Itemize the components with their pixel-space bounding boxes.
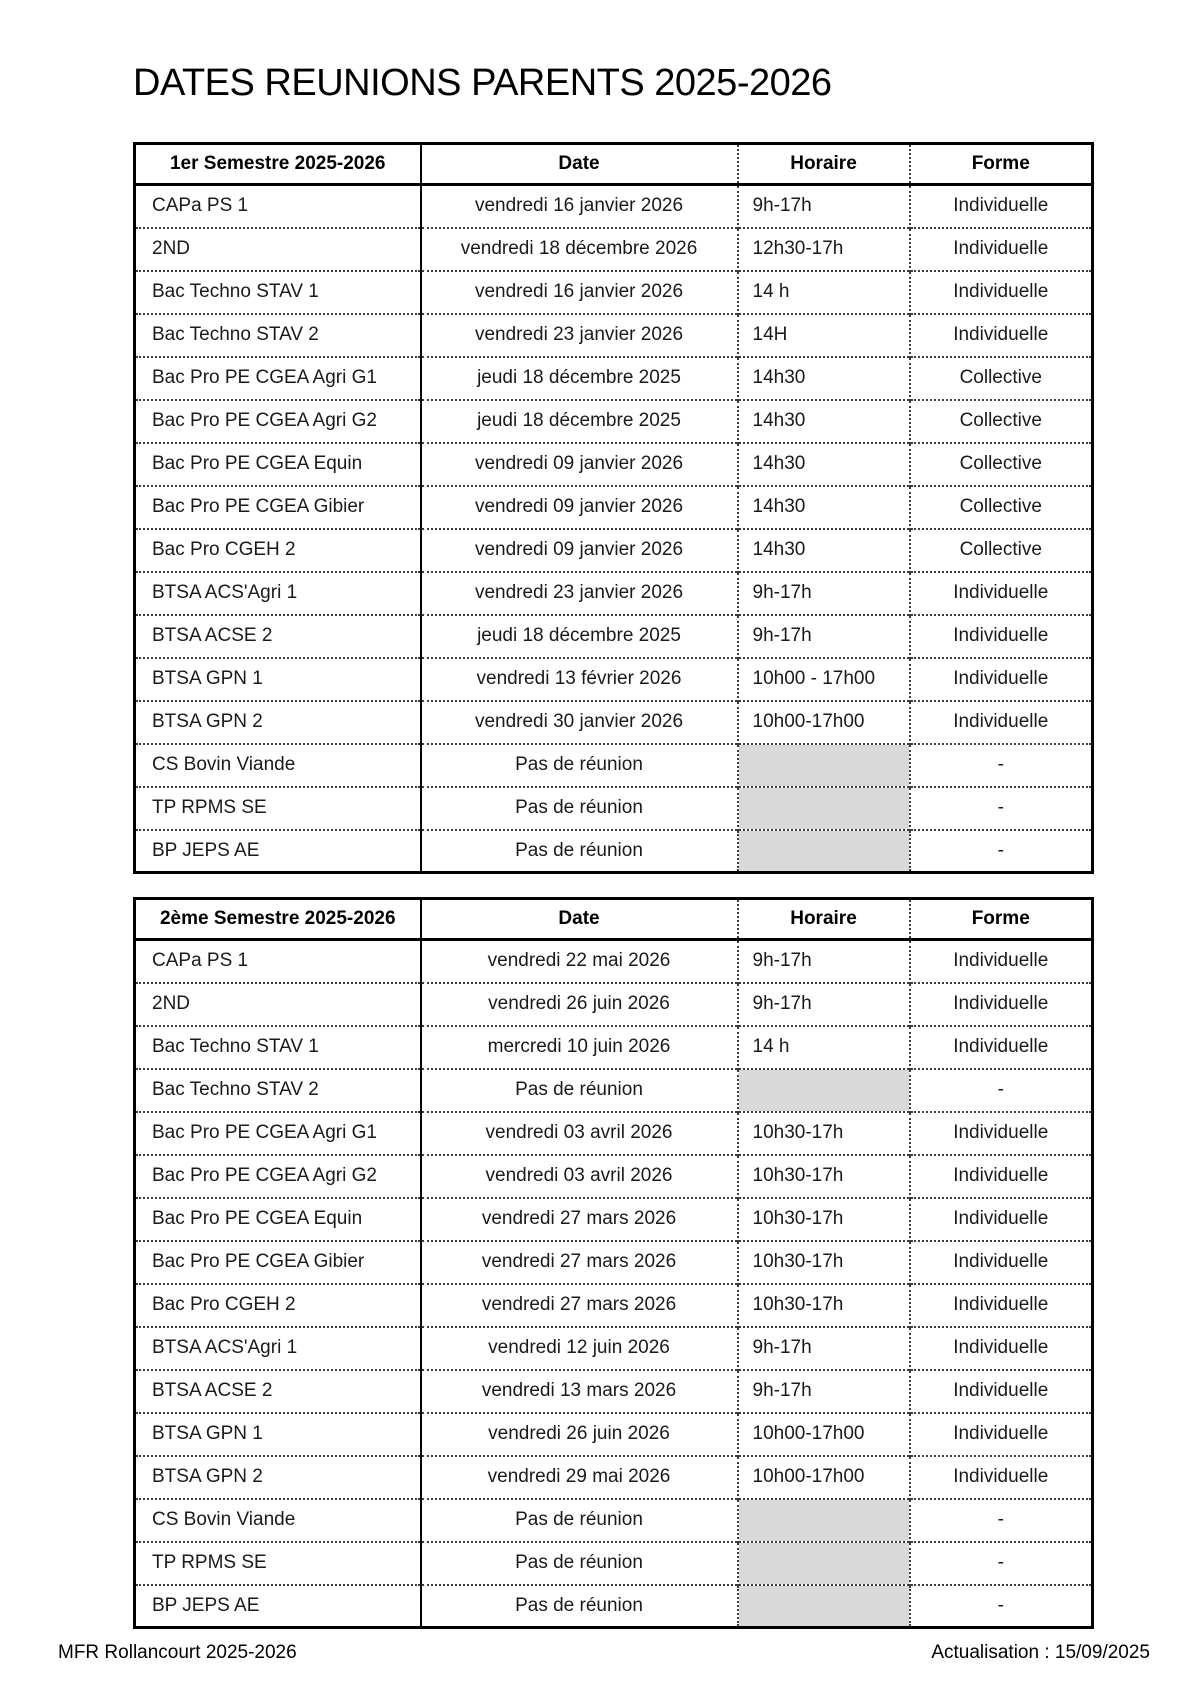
table-row (135, 486, 1093, 529)
date-cell: vendredi 27 mars 2026 (421, 1241, 738, 1284)
forme-cell: Individuelle (910, 1456, 1093, 1499)
horaire-cell: 14h30 (738, 486, 910, 529)
class-cell: BTSA ACS'Agri 1 (135, 1327, 421, 1370)
class-cell: CS Bovin Viande (135, 744, 421, 787)
class-cell: Bac Techno STAV 2 (135, 1069, 421, 1112)
date-cell: vendredi 09 janvier 2026 (421, 443, 738, 486)
table-row (135, 615, 1093, 658)
table-row (135, 443, 1093, 486)
horaire-cell: 14h30 (738, 443, 910, 486)
forme-cell: Individuelle (910, 314, 1093, 357)
class-cell: Bac Techno STAV 1 (135, 271, 421, 314)
horaire-cell: 10h30-17h (738, 1241, 910, 1284)
table-row (135, 1370, 1093, 1413)
forme-cell: - (910, 1499, 1093, 1542)
date-cell: vendredi 09 janvier 2026 (421, 486, 738, 529)
horaire-cell: 9h-17h (738, 572, 910, 615)
horaire-cell: 14h30 (738, 400, 910, 443)
class-cell: Bac Pro PE CGEA Equin (135, 443, 421, 486)
table-row (135, 228, 1093, 271)
class-cell: BTSA ACS'Agri 1 (135, 572, 421, 615)
table-row (135, 1585, 1093, 1628)
col-header-horaire: Horaire (738, 144, 910, 185)
horaire-cell: 14H (738, 314, 910, 357)
footer-school-label: MFR Rollancourt 2025-2026 (58, 1642, 297, 1663)
class-cell: CS Bovin Viande (135, 1499, 421, 1542)
class-cell: BTSA ACSE 2 (135, 1370, 421, 1413)
class-cell: BTSA ACSE 2 (135, 615, 421, 658)
table-row (135, 1155, 1093, 1198)
class-cell: Bac Pro PE CGEA Agri G2 (135, 400, 421, 443)
forme-cell: Individuelle (953, 195, 1049, 217)
date-cell: vendredi 13 mars 2026 (421, 1370, 738, 1413)
date-cell: Pas de réunion (421, 1542, 738, 1585)
horaire-cell: 9h-17h (738, 940, 910, 983)
forme-cell: Individuelle (953, 950, 1049, 972)
page-title: DATES REUNIONS PARENTS 2025-2026 (133, 62, 832, 104)
class-cell: BTSA GPN 2 (135, 1456, 421, 1499)
forme-cell: Individuelle (910, 701, 1093, 744)
forme-cell: Individuelle (910, 228, 1093, 271)
date-cell: vendredi 22 mai 2026 (421, 940, 738, 983)
horaire-cell: 10h00-17h00 (738, 1456, 910, 1499)
forme-cell: Individuelle (910, 271, 1093, 314)
page-footer (0, 1642, 1200, 1664)
table-2eme-semestre (133, 897, 1094, 1629)
date-cell: Pas de réunion (421, 1499, 738, 1542)
class-cell: CAPa PS 1 (135, 185, 421, 228)
forme-cell: Collective (910, 443, 1093, 486)
forme-cell: Individuelle (910, 1241, 1093, 1284)
forme-cell: Individuelle (910, 1327, 1093, 1370)
class-cell: Bac Pro PE CGEA Gibier (135, 486, 421, 529)
table-1er-semestre (133, 142, 1094, 874)
forme-cell: - (910, 744, 1093, 787)
forme-cell: Individuelle (910, 1026, 1093, 1069)
horaire-cell: 14h30 (738, 529, 910, 572)
col-header-date: Date (421, 899, 738, 940)
class-cell: BTSA GPN 1 (135, 658, 421, 701)
date-cell: vendredi 23 janvier 2026 (421, 314, 738, 357)
date-cell: Pas de réunion (421, 744, 738, 787)
date-cell: vendredi 09 janvier 2026 (421, 529, 738, 572)
forme-cell: Collective (910, 400, 1093, 443)
class-cell: 2ND (135, 983, 421, 1026)
table-row (135, 1542, 1093, 1585)
horaire-cell: 9h-17h (738, 1327, 910, 1370)
table-row (135, 314, 1093, 357)
horaire-cell (738, 1069, 910, 1112)
table-row (135, 271, 1093, 314)
forme-cell: Collective (910, 357, 1093, 400)
horaire-cell: 10h30-17h (738, 1155, 910, 1198)
col-header-forme: Forme (910, 899, 1093, 940)
class-cell: Bac Techno STAV 2 (135, 314, 421, 357)
horaire-cell: 10h30-17h (738, 1198, 910, 1241)
horaire-cell: 14 h (738, 1026, 910, 1069)
class-cell: Bac Pro CGEH 2 (135, 1284, 421, 1327)
date-cell: Pas de réunion (421, 787, 738, 830)
class-cell: BP JEPS AE (135, 830, 421, 873)
forme-cell: Individuelle (910, 658, 1093, 701)
date-cell: mercredi 10 juin 2026 (421, 1026, 738, 1069)
forme-cell: Individuelle (910, 1155, 1093, 1198)
class-cell: Bac Techno STAV 1 (135, 1026, 421, 1069)
forme-cell: Individuelle (910, 615, 1093, 658)
horaire-cell: 14 h (738, 271, 910, 314)
table-row (135, 1026, 1093, 1069)
date-cell: jeudi 18 décembre 2025 (421, 357, 738, 400)
table-row (135, 1112, 1093, 1155)
horaire-cell: 10h30-17h (738, 1112, 910, 1155)
forme-cell: - (910, 787, 1093, 830)
forme-cell: - (910, 1542, 1093, 1585)
forme-cell: Individuelle (910, 1112, 1093, 1155)
forme-cell: Individuelle (910, 983, 1093, 1026)
table-row (135, 830, 1093, 873)
horaire-cell: 10h30-17h (738, 1284, 910, 1327)
class-cell: TP RPMS SE (135, 787, 421, 830)
table-row (135, 744, 1093, 787)
forme-cell: Individuelle (910, 1284, 1093, 1327)
date-cell: jeudi 18 décembre 2025 (421, 615, 738, 658)
class-cell: Bac Pro PE CGEA Gibier (135, 1241, 421, 1284)
horaire-cell: 9h-17h (738, 1370, 910, 1413)
date-cell: vendredi 29 mai 2026 (421, 1456, 738, 1499)
date-cell: vendredi 26 juin 2026 (421, 983, 738, 1026)
forme-cell: - (910, 1069, 1093, 1112)
horaire-cell: 9h-17h (738, 983, 910, 1026)
date-cell: vendredi 03 avril 2026 (421, 1155, 738, 1198)
table-header-row (135, 899, 1093, 940)
class-cell: BP JEPS AE (135, 1585, 421, 1628)
table-row (135, 357, 1093, 400)
forme-cell: Individuelle (910, 1370, 1093, 1413)
class-cell: Bac Pro CGEH 2 (135, 529, 421, 572)
date-cell: Pas de réunion (421, 1069, 738, 1112)
forme-cell: Collective (910, 486, 1093, 529)
class-cell: BTSA GPN 1 (135, 1413, 421, 1456)
col-header-horaire: Horaire (738, 899, 910, 940)
table-row (135, 400, 1093, 443)
horaire-cell (738, 1585, 910, 1628)
date-cell: vendredi 27 mars 2026 (421, 1284, 738, 1327)
table-row (135, 658, 1093, 701)
table-row (135, 1456, 1093, 1499)
date-cell: vendredi 13 février 2026 (421, 658, 738, 701)
table-row (135, 572, 1093, 615)
table-row (135, 1413, 1093, 1456)
footer-actualisation-label: Actualisation : 15/09/2025 (931, 1642, 1150, 1663)
table-row (135, 529, 1093, 572)
class-cell: Bac Pro PE CGEA Equin (135, 1198, 421, 1241)
table-row (135, 983, 1093, 1026)
horaire-cell (738, 1542, 910, 1585)
col-header-date: Date (421, 144, 738, 185)
class-cell: TP RPMS SE (135, 1542, 421, 1585)
date-cell: Pas de réunion (421, 830, 738, 873)
forme-cell: - (910, 830, 1093, 873)
class-cell: CAPa PS 1 (135, 940, 421, 983)
table-row (135, 1241, 1093, 1284)
date-cell: vendredi 18 décembre 2026 (421, 228, 738, 271)
table-row (135, 787, 1093, 830)
class-cell: Bac Pro PE CGEA Agri G1 (135, 1112, 421, 1155)
forme-cell: Individuelle (910, 1413, 1093, 1456)
date-cell: vendredi 27 mars 2026 (421, 1198, 738, 1241)
horaire-cell: 12h30-17h (738, 228, 910, 271)
table-header-row (135, 144, 1093, 185)
forme-cell: Individuelle (910, 572, 1093, 615)
class-cell: Bac Pro PE CGEA Agri G2 (135, 1155, 421, 1198)
date-cell: vendredi 03 avril 2026 (421, 1112, 738, 1155)
date-cell: vendredi 26 juin 2026 (421, 1413, 738, 1456)
forme-cell: Individuelle (910, 1198, 1093, 1241)
horaire-cell (738, 787, 910, 830)
forme-cell: - (910, 1585, 1093, 1628)
horaire-cell: 10h00-17h00 (738, 1413, 910, 1456)
col-header-semester: 1er Semestre 2025-2026 (135, 144, 421, 185)
date-cell: vendredi 23 janvier 2026 (421, 572, 738, 615)
date-cell: vendredi 16 janvier 2026 (421, 271, 738, 314)
class-cell: BTSA GPN 2 (135, 701, 421, 744)
table-row (135, 1069, 1093, 1112)
table-row (135, 940, 1093, 983)
table-row (135, 1327, 1093, 1370)
table-row (135, 185, 1093, 228)
horaire-cell: 14h30 (738, 357, 910, 400)
horaire-cell: 10h00 - 17h00 (738, 658, 910, 701)
horaire-cell (738, 1499, 910, 1542)
date-cell: vendredi 12 juin 2026 (421, 1327, 738, 1370)
horaire-cell: 9h-17h (738, 185, 910, 228)
date-cell: vendredi 16 janvier 2026 (421, 185, 738, 228)
horaire-cell (738, 744, 910, 787)
class-cell: 2ND (135, 228, 421, 271)
table-row (135, 1284, 1093, 1327)
table-row (135, 701, 1093, 744)
horaire-cell (738, 830, 910, 873)
date-cell: Pas de réunion (421, 1585, 738, 1628)
col-header-forme: Forme (910, 144, 1093, 185)
horaire-cell: 9h-17h (738, 615, 910, 658)
horaire-cell: 10h00-17h00 (738, 701, 910, 744)
table-row (135, 1198, 1093, 1241)
col-header-semester: 2ème Semestre 2025-2026 (135, 899, 421, 940)
date-cell: vendredi 30 janvier 2026 (421, 701, 738, 744)
forme-cell: Collective (910, 529, 1093, 572)
class-cell: Bac Pro PE CGEA Agri G1 (135, 357, 421, 400)
date-cell: jeudi 18 décembre 2025 (421, 400, 738, 443)
table-row (135, 1499, 1093, 1542)
